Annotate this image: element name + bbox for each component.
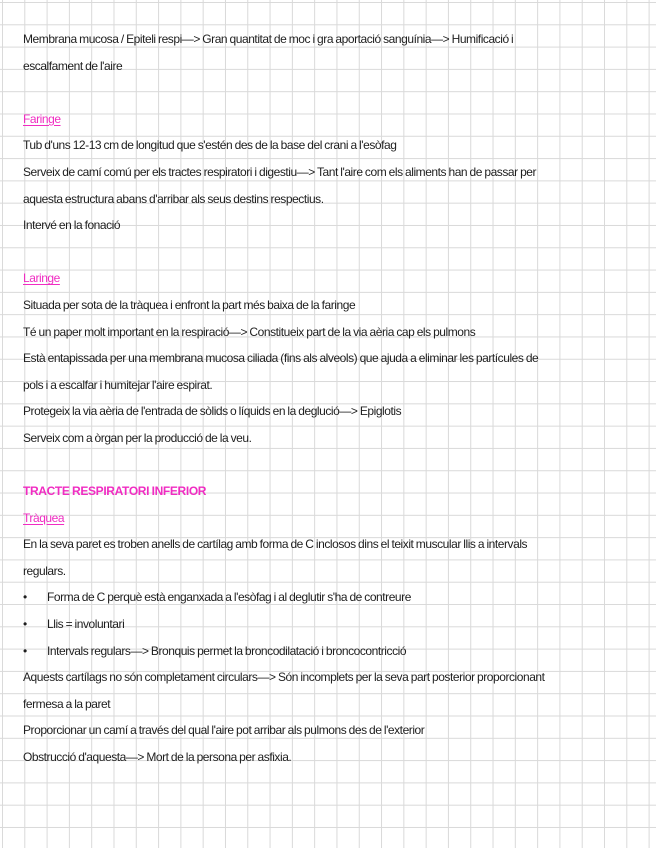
laringe-line-1: Situada per sota de la tràquea i enfront la part més baixa de la faringe: [23, 297, 356, 312]
faringe-line-2: Serveix de camí comú per els tractes respiratori i digestiu—> Tant l'aire com els aliments han de passar per: [23, 164, 537, 179]
bullet-marker: •: [23, 643, 27, 658]
laringe-line-3: Està entapissada per una membrana mucosa ciliada (fins als alveols) que ajuda a eliminar les partícules de: [23, 351, 539, 366]
bullet-text: Forma de C perquè està enganxada a l'esòfag i al deglutir s'ha de contreure: [47, 590, 411, 605]
bullet-text: Intervals regulars—> Bronquis permet la broncodilatació i broncocontricció: [47, 643, 407, 658]
spacer: [23, 79, 635, 106]
laringe-heading: Laringe: [23, 271, 60, 286]
traquea-line-1: En la seva paret es troben anells de cartílag amb forma de C inclosos dins el teixit muscular llis a intervals: [23, 537, 528, 552]
traquea-line-4: fermesa a la paret: [23, 696, 111, 711]
section-title: TRACTE RESPIRATORI INFERIOR: [23, 484, 207, 499]
traquea-line-6: Obstrucció d'aquesta—> Mort de la persona per asfixia.: [23, 750, 292, 765]
intro-line-2: escalfament de l'aire: [23, 58, 123, 73]
traquea-line-5: Proporcionar un camí a través del qual l'aire pot arribar als pulmons des de l'exterior: [23, 723, 425, 738]
laringe-line-4: pols i a escalfar i humitejar l'aire espirat.: [23, 377, 213, 392]
notes-page: [23, 26, 635, 771]
faringe-line-4: Intervé en la fonació: [23, 218, 121, 233]
faringe-line-3: aquesta estructura abans d'arribar als seus destins respectius.: [23, 191, 324, 206]
laringe-line-5: Protegeix la via aèria de l'entrada de sòlids o líquids en la deglució—> Epiglotis: [23, 404, 402, 419]
laringe-line-6: Serveix com a òrgan per la producció de la veu.: [23, 430, 252, 445]
traquea-line-2: regulars.: [23, 563, 66, 578]
laringe-line-2: Té un paper molt important en la respiració—> Constitueix part de la via aèria cap els pulmons: [23, 324, 476, 339]
faringe-line-1: Tub d'uns 12-13 cm de longitud que s'estén des de la base del crani a l'esòfag: [23, 138, 397, 153]
bullet-item: [23, 611, 635, 638]
bullet-marker: •: [23, 617, 27, 632]
bullet-text: Llis = involuntari: [47, 617, 125, 632]
spacer: [23, 452, 635, 479]
bullet-item: [23, 584, 635, 611]
bullet-item: [23, 638, 635, 665]
spacer: [23, 239, 635, 266]
traquea-heading: Tràquea: [23, 510, 65, 525]
bullet-marker: •: [23, 590, 27, 605]
faringe-heading: Faringe: [23, 111, 61, 126]
intro-line-1: Membrana mucosa / Epiteli respi—> Gran quantitat de moc i gra aportació sanguínia—> Humificació i: [23, 32, 514, 46]
traquea-line-3: Aquests cartílags no són completament circulars—> Són incomplets per la seva part posterior proporcionant: [23, 670, 545, 685]
